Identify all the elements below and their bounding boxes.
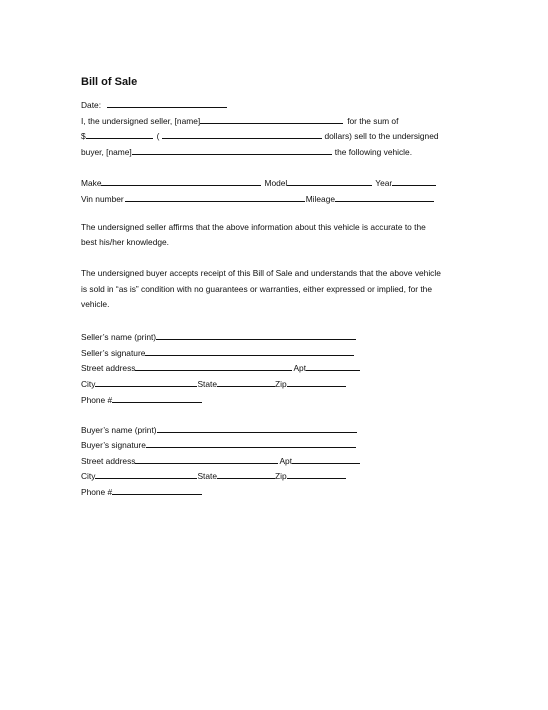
make-label: Make	[81, 178, 102, 188]
buyer-street-row	[81, 454, 360, 467]
mileage-label: Mileage	[305, 194, 336, 204]
buyer-signature-row	[81, 438, 356, 451]
seller-name-row	[81, 330, 356, 343]
buyer-state-field[interactable]	[217, 469, 275, 479]
seller-name-field[interactable]	[200, 114, 343, 124]
model-field[interactable]	[287, 176, 372, 186]
amount-field[interactable]	[86, 129, 153, 139]
seller-apt-label: Apt	[293, 363, 307, 373]
seller-signature-field[interactable]	[145, 346, 354, 356]
for-sum-label: for the sum of	[347, 116, 399, 126]
seller-signature-label: Seller’s signature	[81, 348, 146, 358]
buyer-city-label: City	[81, 471, 96, 481]
mileage-field[interactable]	[335, 192, 434, 202]
seller-name-print-label: Seller’s name (print)	[81, 332, 157, 342]
buyer-street-field[interactable]	[135, 454, 278, 464]
dollars-sell-label: dollars) sell to the undersigned	[324, 131, 439, 141]
seller-zip-field[interactable]	[287, 377, 346, 387]
seller-street-label: Street address	[81, 363, 136, 373]
seller-city-field[interactable]	[95, 377, 197, 387]
seller-affirm-line-1: The undersigned seller affirms that the above information about this vehicle is accurate to the	[81, 222, 426, 232]
amount-row	[81, 129, 439, 142]
buyer-city-field[interactable]	[95, 469, 197, 479]
date-field[interactable]	[107, 98, 227, 108]
seller-phone-label: Phone #	[81, 395, 113, 405]
seller-city-row	[81, 377, 346, 390]
seller-state-label: State	[197, 379, 217, 389]
model-label: Model	[264, 178, 288, 188]
seller-state-field[interactable]	[217, 377, 275, 387]
seller-phone-field[interactable]	[112, 393, 202, 403]
seller-phone-row	[81, 393, 202, 406]
buyer-apt-label: Apt	[279, 456, 293, 466]
seller-apt-field[interactable]	[306, 361, 360, 371]
buyer-accept-line-3: vehicle.	[81, 299, 110, 309]
buyer-signature-field[interactable]	[146, 438, 356, 448]
buyer-street-label: Street address	[81, 456, 136, 466]
buyer-phone-row	[81, 485, 202, 498]
year-label: Year	[375, 178, 393, 188]
seller-affirm-line-2: best his/her knowledge.	[81, 237, 169, 247]
paren-open: (	[156, 131, 160, 141]
vin-label: Vin number	[81, 194, 124, 204]
buyer-name-field[interactable]	[132, 145, 332, 155]
buyer-zip-label: Zip	[275, 471, 287, 481]
seller-street-row	[81, 361, 360, 374]
buyer-phone-label: Phone #	[81, 487, 113, 497]
seller-street-field[interactable]	[135, 361, 292, 371]
dollar-sign: $	[81, 131, 86, 141]
make-field[interactable]	[101, 176, 261, 186]
buyer-signature-label: Buyer’s signature	[81, 440, 146, 450]
seller-intro-row	[81, 114, 398, 127]
following-vehicle-label: the following vehicle.	[334, 147, 413, 157]
seller-city-label: City	[81, 379, 96, 389]
vin-row	[81, 192, 434, 205]
buyer-intro-row	[81, 145, 412, 158]
buyer-name-print-label: Buyer’s name (print)	[81, 425, 157, 435]
seller-signature-row	[81, 346, 354, 359]
buyer-name-label: buyer, [name]	[81, 147, 132, 157]
buyer-zip-field[interactable]	[287, 469, 346, 479]
buyer-state-label: State	[197, 471, 217, 481]
amount-words-field[interactable]	[162, 129, 322, 139]
buyer-name-print-field[interactable]	[157, 423, 357, 433]
buyer-name-row	[81, 423, 357, 436]
buyer-accept-line-1: The undersigned buyer accepts receipt of this Bill of Sale and understands that the above vehicle	[81, 268, 441, 278]
document-title: Bill of Sale	[81, 76, 138, 88]
vin-field[interactable]	[125, 192, 305, 202]
buyer-phone-field[interactable]	[112, 485, 202, 495]
date-label: Date:	[81, 100, 102, 110]
seller-name-print-field[interactable]	[156, 330, 356, 340]
seller-zip-label: Zip	[275, 379, 287, 389]
buyer-accept-line-2: is sold in “as is” condition with no guarantees or warranties, either expressed or implied, for the	[81, 284, 432, 294]
vehicle-row	[81, 176, 436, 189]
seller-intro-label: I, the undersigned seller, [name]	[81, 116, 201, 126]
buyer-apt-field[interactable]	[292, 454, 360, 464]
year-field[interactable]	[392, 176, 436, 186]
date-row	[81, 98, 227, 111]
buyer-city-row	[81, 469, 346, 482]
